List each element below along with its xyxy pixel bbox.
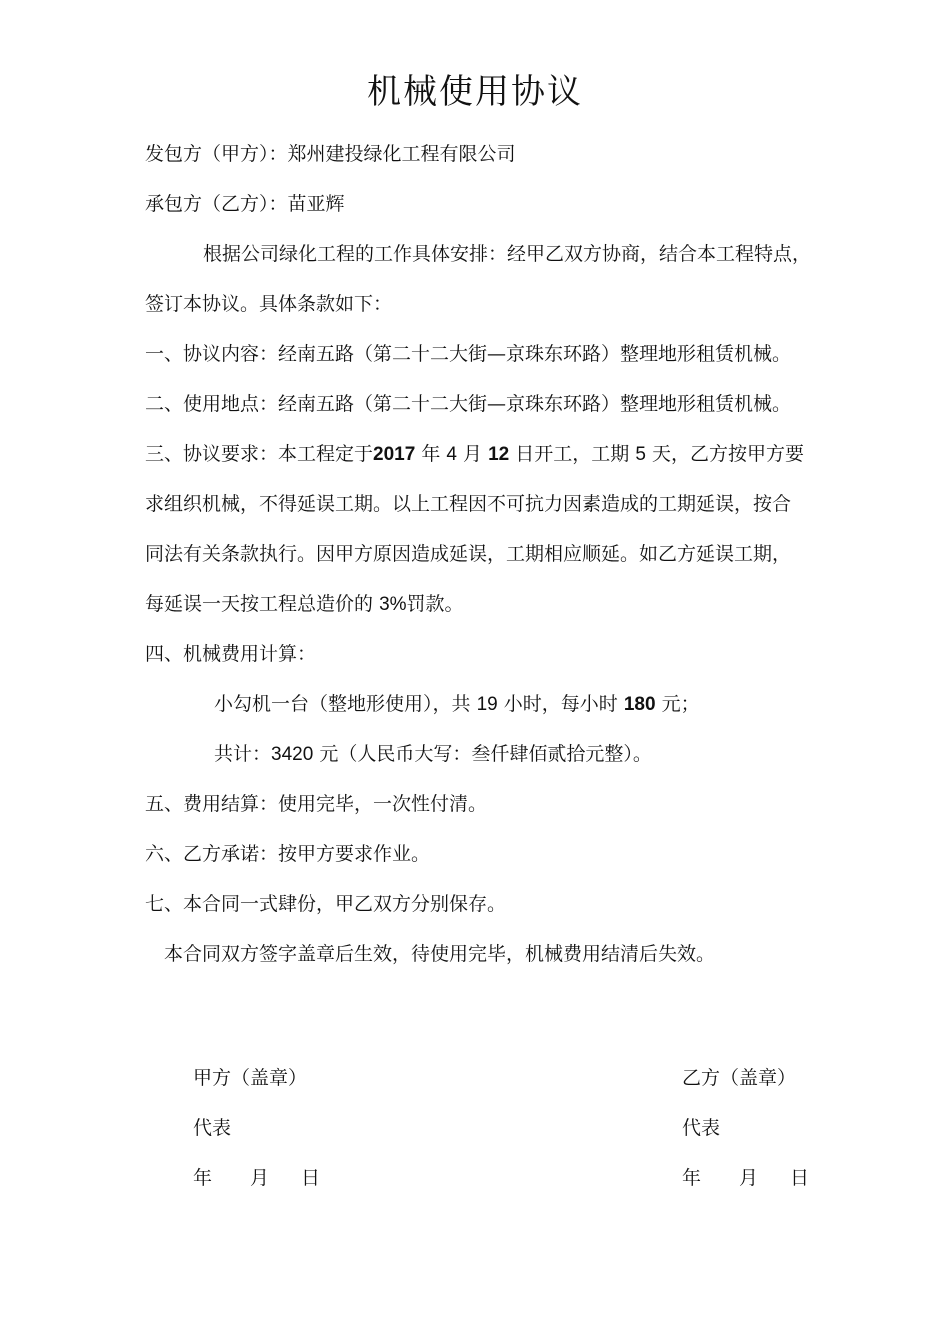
- start-day: 12: [488, 444, 510, 465]
- start-year: 2017: [373, 444, 416, 465]
- start-month: 4: [446, 444, 457, 465]
- cost-total-prefix: 共计：: [214, 743, 272, 765]
- clause-4-heading: 四、机械费用计算：: [145, 643, 317, 665]
- party-a-date-day: 日: [301, 1167, 321, 1189]
- clause-3-line-4-prefix: 每延误一天按工程总造价的: [145, 593, 374, 615]
- cost-total-line: [214, 739, 894, 770]
- cost-item-line: [214, 689, 894, 720]
- day-unit: 日开工，工期: [515, 443, 630, 465]
- cost-item-suffix: 元；: [661, 693, 700, 715]
- party-b-seal-label: 乙方（盖章）: [682, 1067, 797, 1089]
- party-a-date-month: 月: [250, 1167, 270, 1189]
- penalty-rate: 3%: [379, 594, 407, 615]
- clause-3-line-4: [145, 589, 825, 620]
- clause-3-suffix: 天，乙方按甲方要: [651, 443, 804, 465]
- clause-3-prefix: 三、协议要求：本工程定于: [145, 443, 374, 465]
- intro-line-1: 根据公司绿化工程的工作具体安排：经甲乙双方协商，结合本工程特点，: [203, 243, 812, 265]
- duration-days: 5: [635, 444, 646, 465]
- hourly-rate: 180: [623, 694, 656, 715]
- party-b-date-month: 月: [739, 1167, 759, 1189]
- clause-1: 一、协议内容：经南五路（第二十二大街—京珠东环路）整理地形租赁机械。: [145, 343, 792, 365]
- clause-6: 六、乙方承诺：按甲方要求作业。: [145, 843, 431, 865]
- party-b-line: 承包方（乙方）：苗亚辉: [145, 193, 345, 215]
- clause-2: 二、使用地点：经南五路（第二十二大街—京珠东环路）整理地形租赁机械。: [145, 393, 792, 415]
- clause-3-line-3: 同法有关条款执行。因甲方原因造成延误，工期相应顺延。如乙方延误工期，: [145, 543, 792, 565]
- document-title: 机械使用协议: [367, 72, 583, 112]
- closing-statement: 本合同双方签字盖章后生效，待使用完毕，机械费用结清后失效。: [164, 943, 716, 965]
- party-a-representative-label: 代表: [193, 1117, 232, 1139]
- year-unit: 年: [421, 443, 441, 465]
- party-b-date-day: 日: [790, 1167, 810, 1189]
- party-b-date-year: 年: [682, 1167, 702, 1189]
- intro-line-2: 签订本协议。具体条款如下：: [145, 293, 393, 315]
- clause-5: 五、费用结算：使用完毕，一次性付清。: [145, 793, 488, 815]
- month-unit: 月: [463, 443, 483, 465]
- total-amount: 3420: [271, 744, 314, 765]
- party-a-line: 发包方（甲方）：郑州建投绿化工程有限公司: [145, 143, 516, 165]
- party-a-date-year: 年: [193, 1167, 213, 1189]
- party-b-date-line: [682, 1163, 809, 1193]
- cost-item-mid: 小时，每小时: [503, 693, 618, 715]
- clause-3-line-1: [145, 439, 825, 470]
- clause-3-line-4-suffix: 罚款。: [406, 593, 464, 615]
- usage-hours: 19: [476, 694, 498, 715]
- party-b-representative-label: 代表: [682, 1117, 721, 1139]
- clause-3-line-2: 求组织机械，不得延误工期。以上工程因不可抗力因素造成的工期延误，按合: [145, 493, 792, 515]
- party-a-seal-label: 甲方（盖章）: [193, 1067, 308, 1089]
- cost-total-suffix: 元（人民币大写：叁仟肆佰贰拾元整）。: [319, 743, 652, 765]
- cost-item-prefix: 小勾机一台（整地形使用），共: [214, 693, 471, 715]
- clause-7: 七、本合同一式肆份，甲乙双方分别保存。: [145, 893, 507, 915]
- party-a-date-line: [193, 1163, 320, 1193]
